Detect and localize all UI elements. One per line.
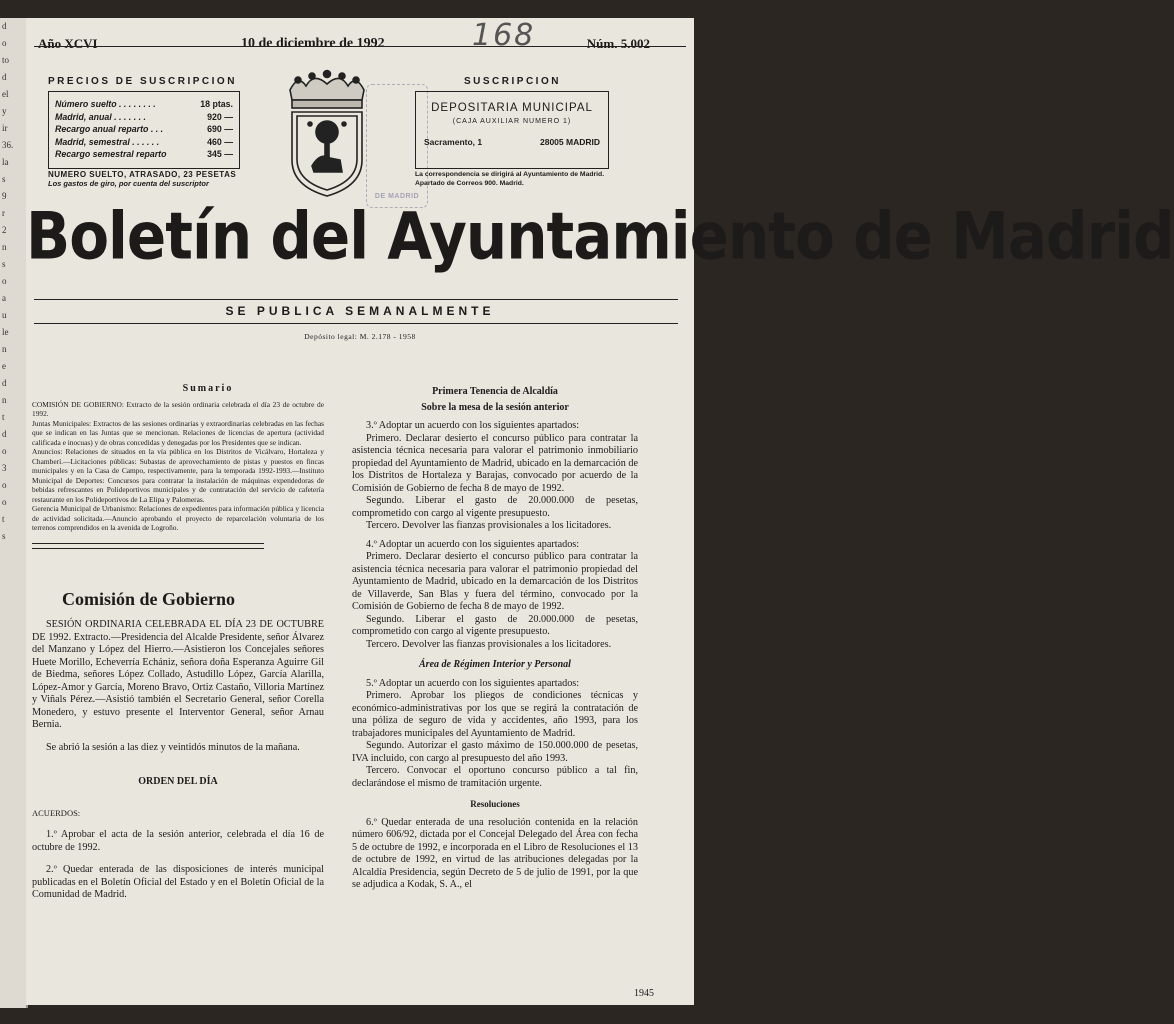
comision-heading: Comisión de Gobierno	[62, 588, 236, 609]
prev-page-fragment: n	[2, 344, 7, 354]
precios-title: PRECIOS DE SUSCRIPCION	[48, 76, 237, 87]
paragraph: Tercero. Convocar el oportuno concurso público a tal fin, declarándose el mismo de tramitación urgente.	[352, 765, 638, 789]
tagline: SE PUBLICA SEMANALMENTE	[225, 304, 495, 318]
caja-label: (CAJA AUXILIAR NUMERO 1)	[452, 118, 572, 125]
right-column	[352, 384, 638, 892]
prev-page-fragment: ir	[2, 123, 8, 133]
acuerdos-label: ACUERDOS:	[32, 807, 81, 818]
paragraph: Segundo. Liberar el gasto de 20.000.000 de pesetas, comprometido con cargo al vigente presupuesto.	[352, 613, 638, 637]
postal-city: 28005 MADRID	[540, 137, 600, 147]
sumario-item: Gerencia Municipal de Urbanismo: Relaciones de expedientes para información pública y licencia de actividad solicitada.—Anuncio aprobando el proyecto de reparcelación voluntaria de los terrenos comprendidos en la avenida de Logroño.	[32, 504, 324, 532]
paragraph: Tercero. Devolver las fianzas provisionales a los licitadores.	[366, 520, 612, 531]
paragraph: Segundo. Autorizar el gasto máximo de 150.000.000 de pesetas, IVA incluido, con cargo al presupuesto del año 1993.	[352, 740, 638, 764]
section-separator	[32, 543, 264, 549]
gastos-giro-note: Los gastos de giro, por cuenta del suscriptor	[48, 179, 209, 188]
prev-page-fragment: r	[2, 208, 5, 218]
sumario-item: Anuncios: Relaciones de situados en la vía pública en los Distritos de Vicálvaro, Hortaleza y Chamberí.—Licitaciones públicas: Subastas de aprovechamiento de pistas y puestos en fincas municipales y en la Casa de Campo, respectivamente, para la temporada 1992-1993.—Instituto Municipal de Deportes: Concursos para contratar la instalación de máquinas expendedoras de bebidas refrescantes en Polideportivos municipales y de contratación del servicio de cafetería restaurante en los Polideportivos de La Elipa y Palomeras.	[32, 447, 324, 504]
price-label: Recargo semestral reparto	[55, 149, 167, 159]
price-label: Recargo anual reparto . . .	[55, 124, 164, 134]
prev-page-fragment: d	[2, 21, 7, 31]
previous-page-edge	[0, 18, 28, 1008]
price-value: 18 ptas.	[200, 99, 233, 109]
precios-box	[48, 91, 240, 169]
prev-page-fragment: 2	[2, 225, 7, 235]
masthead-rule-bottom	[34, 323, 678, 324]
prev-page-fragment: 9	[2, 191, 7, 201]
price-row	[49, 123, 239, 136]
street-address: Sacramento, 1	[424, 137, 483, 147]
sesion-paragraph: SESIÓN ORDINARIA CELEBRADA EL DÍA 23 DE OCTUBRE DE 1992. Extracto.—Presidencia del Alcalde Presidente, señor Álvarez del Manzano y López del Hierro.—Asistieron los Concejales señores Huete Morillo, Echeverría Echániz, señora doña Esperanza Aguirre Gil de Biedma, señores López Collado, Astudillo López, García Alarilla, López-Amor y García, Moreno Bravo, Ortiz Castaño, Villoria Martínez y Viñals Pérez.—Asistió también el Secretario General, señor Corella Monedero, y estuvo presente el Interventor General, señor Arnau Bernia.	[32, 619, 324, 730]
price-row	[49, 148, 239, 161]
price-value: 345 —	[207, 149, 233, 159]
paragraph: Primero. Aprobar los pliegos de condiciones técnicas y económico-administrativas por los que se regirá la contratación de una póliza de seguro de vida y accidentes, año 1993, para los trabajadores municipales del Ayuntamiento de Madrid.	[352, 690, 638, 739]
paragraph: Segundo. Liberar el gasto de 20.000.000 de pesetas, comprometido con cargo al vigente presupuesto.	[352, 495, 638, 519]
madrid-coat-of-arms-icon	[284, 68, 370, 198]
deposito-legal: Depósito legal: M. 2.178 - 1958	[304, 332, 416, 341]
paragraph: 6.º Quedar enterada de una resolución contenida en la relación número 606/92, dictada por el Concejal Delegado del Área con fecha 5 de octubre de 1992, e incorporada en el Libro de Resoluciones el 13 de octubre de 1992, en virtud de las atribuciones delegadas por la Alcaldía Presidencia, según Decreto de 5 de julio de 1991, por la que se adjudica a Kodak, S. A., el	[352, 816, 638, 890]
tenencia-heading: Primera Tenencia de Alcaldía	[432, 386, 558, 397]
address-line	[416, 137, 608, 147]
prev-page-fragment: d	[2, 72, 7, 82]
prev-page-fragment: n	[2, 395, 7, 405]
area-heading: Área de Régimen Interior y Personal	[419, 659, 571, 670]
year-label: Año XCVI	[38, 36, 98, 51]
sumario-item: Juntas Municipales: Extractos de las sesiones ordinarias y extraordinarias celebradas en las fechas que se indican en las Juntas que se mencionan. Relaciones de licencias de apertura (actividad calificada e inocuas) y de obras concedidas y denegadas por los Presidentes que se indican.	[32, 418, 324, 447]
precios-note	[48, 170, 236, 188]
prev-page-fragment: le	[2, 327, 9, 337]
price-label: Madrid, semestral . . . . . .	[55, 136, 160, 147]
suscripcion-title: SUSCRIPCION	[464, 76, 561, 87]
stamp-text: DE MADRID	[374, 193, 420, 200]
issue-date: 10 de diciembre de 1992	[241, 36, 385, 51]
price-label: Madrid, anual . . . . . . .	[55, 111, 146, 122]
header-rule	[34, 46, 686, 47]
prev-page-fragment: el	[2, 89, 9, 99]
prev-page-fragment: t	[2, 514, 5, 524]
issue-number: Núm. 5.002	[586, 36, 650, 51]
price-value: 920 —	[207, 111, 233, 122]
newspaper-page	[26, 18, 1174, 1005]
prev-page-fragment: o	[2, 480, 7, 490]
price-value: 690 —	[207, 124, 233, 134]
correspondence-note: La correspondencia se dirigirá al Ayuntamiento de Madrid. Apartado de Correos 900. Madrid.	[415, 171, 605, 187]
masthead-title: Boletín del Ayuntamiento de Madrid	[26, 198, 1174, 275]
orden-heading: ORDEN DEL DÍA	[138, 776, 218, 787]
sobre-mesa-heading: Sobre la mesa de la sesión anterior	[421, 401, 569, 413]
prev-page-fragment: d	[2, 378, 7, 388]
price-label: Número suelto . . . . . . . .	[55, 99, 156, 109]
prev-page-fragment: u	[2, 310, 7, 320]
prev-page-fragment: 3	[2, 463, 7, 473]
prev-page-fragment: t	[2, 412, 5, 422]
abrio-paragraph: Se abrió la sesión a las diez y veintidós minutos de la mañana.	[46, 741, 300, 753]
masthead-rule	[34, 299, 678, 300]
prev-page-fragment: o	[2, 446, 7, 456]
resoluciones-heading: Resoluciones	[470, 799, 520, 809]
prev-page-fragment: la	[2, 157, 9, 167]
paragraph: 5.º Adoptar un acuerdo con los siguientes apartados:	[366, 677, 580, 689]
sumario-heading: Sumario	[182, 383, 234, 394]
suscripcion-box	[415, 91, 609, 169]
prev-page-fragment: a	[2, 293, 6, 303]
left-column	[32, 383, 324, 902]
handwritten-annotation: 168	[472, 18, 536, 53]
prev-page-fragment: s	[2, 259, 6, 269]
sumario-item: COMISIÓN DE GOBIERNO: Extracto de la sesión ordinaria celebrada el día 23 de octubre de 1992.	[32, 399, 324, 418]
numero-suelto-note: NUMERO SUELTO, ATRASADO, 23 PESETAS	[48, 170, 237, 179]
prev-page-fragment: s	[2, 174, 6, 184]
paragraph: Primero. Declarar desierto el concurso público para contratar la asistencia técnica necesaria para valorar el patrimonio propiedad del Ayuntamiento de Madrid, ubicado en la demarcación de los Distritos de Villaverde, San Blas y fuera del término, convocado por la Comisión de Gobierno de fecha 8 de mayo de 1992.	[352, 551, 638, 612]
prev-page-fragment: o	[2, 497, 7, 507]
orden-item-1: 1.º Aprobar el acta de la sesión anterior, celebrada el día 16 de octubre de 1992.	[32, 829, 324, 853]
price-row	[49, 136, 239, 149]
price-value: 460 —	[207, 136, 233, 147]
sumario-list	[32, 400, 324, 533]
prev-page-fragment: to	[2, 55, 10, 65]
prev-page-fragment: d	[2, 429, 7, 439]
paragraph: Tercero. Devolver las fianzas provisionales a los licitadores.	[366, 638, 612, 650]
prev-page-fragment: 36.	[2, 140, 14, 150]
paragraph: 3.º Adoptar un acuerdo con los siguientes apartados:	[366, 420, 580, 431]
depositaria-label: DEPOSITARIA MUNICIPAL	[431, 102, 593, 114]
prev-page-fragment: o	[2, 276, 7, 286]
price-row	[49, 111, 239, 124]
page-number: 1945	[634, 988, 654, 999]
paragraph: Primero. Declarar desierto el concurso público para contratar la asistencia técnica necesaria para valorar el patrimonio inmobiliario propiedad del Ayuntamiento de Madrid, ubicado en la demarcación de los Distritos de Hortaleza y Barajas, convocado por acuerdo de la Comisión de Gobierno de fecha 8 de mayo de 1992.	[352, 432, 638, 494]
prev-page-fragment: e	[2, 361, 6, 371]
price-row	[49, 98, 239, 111]
prev-page-fragment: s	[2, 531, 6, 541]
prev-page-fragment: o	[2, 38, 7, 48]
prev-page-fragment: n	[2, 242, 7, 252]
orden-item-2: 2.º Quedar enterada de las disposiciones de interés municipal publicadas en el Boletín Oficial del Estado y en el Boletín Oficial de la Comunidad de Madrid.	[32, 864, 324, 900]
paragraph: 4.º Adoptar un acuerdo con los siguientes apartados:	[366, 538, 580, 550]
prev-page-fragment: y	[2, 106, 7, 116]
